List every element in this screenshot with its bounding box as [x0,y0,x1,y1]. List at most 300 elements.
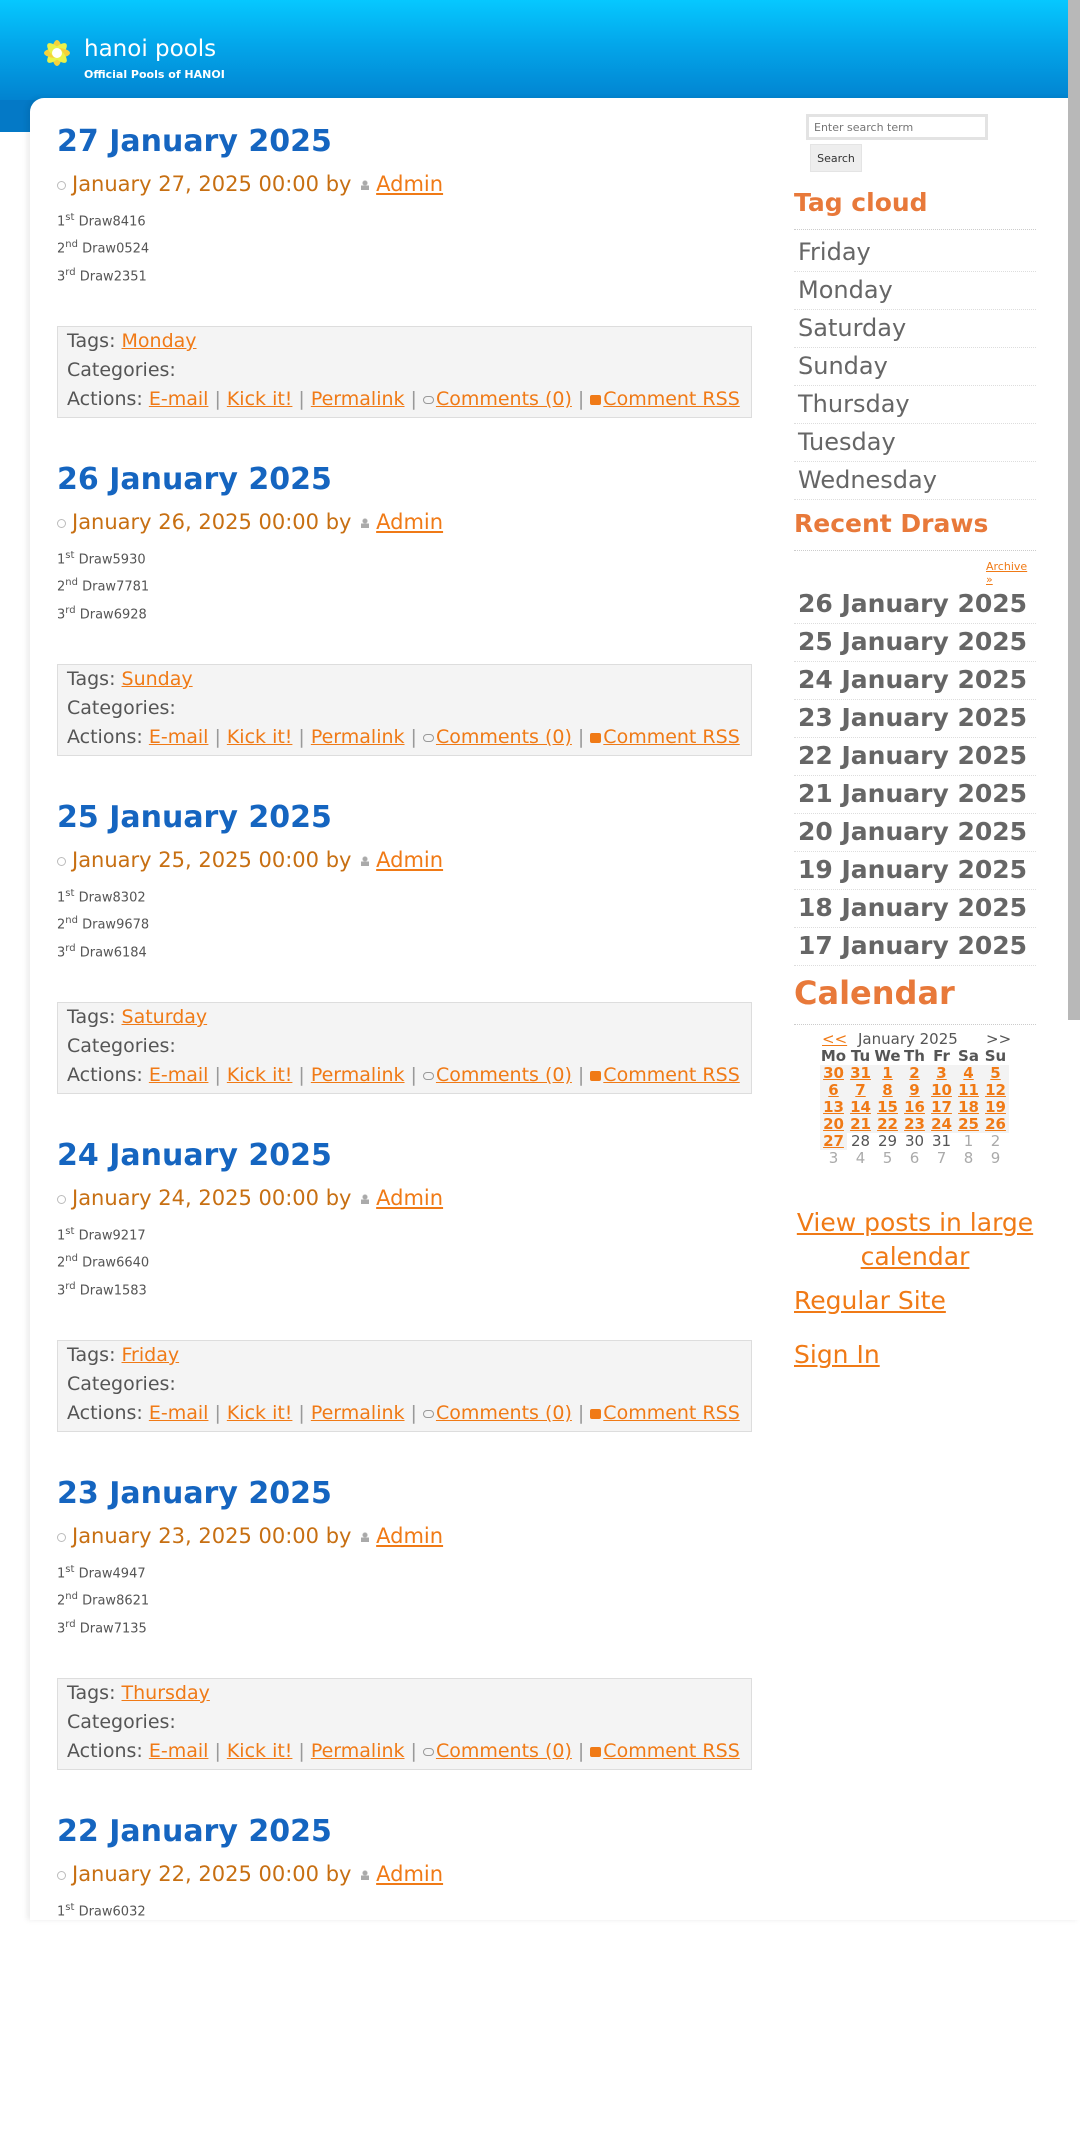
date-bullet-icon [57,1195,66,1204]
calendar-day[interactable]: 15 [874,1099,901,1116]
actions-label: Actions: [67,726,143,748]
recent-draw-item[interactable]: 17 January 2025 [794,928,1036,966]
draw-label: Draw [82,1255,117,1271]
post-footer [57,1002,752,1094]
search-button[interactable]: Search [810,144,862,172]
draw-label: Draw [82,579,117,595]
calendar-day[interactable]: 1 [874,1065,901,1082]
calendar-day: 2 [990,1132,1001,1150]
email-link[interactable]: E-mail [148,1402,209,1424]
permalink-link[interactable]: Permalink [310,1740,405,1762]
comment-rss-link[interactable]: Comment RSS [603,1402,740,1424]
draw-row: 3rd Draw7135 [57,1618,147,1636]
permalink-link[interactable]: Permalink [310,1064,405,1086]
draw-row: 2nd Draw0524 [57,239,150,257]
calendar-day[interactable]: 19 [982,1099,1009,1116]
categories-row [67,1708,751,1737]
comment-rss-link[interactable]: Comment RSS [603,726,740,748]
draw-row: 2nd Draw6640 [57,1253,150,1271]
recent-draw-item[interactable]: 21 January 2025 [794,776,1036,814]
comment-icon [423,1410,434,1418]
search-input[interactable] [806,114,988,140]
draw-label: Draw [82,241,117,257]
regular-site-link[interactable]: Regular Site [794,1286,946,1315]
calendar-day[interactable]: 8 [874,1082,901,1099]
draw-number: 4947 [112,1566,146,1582]
draw-label: Draw [82,917,117,933]
permalink-link[interactable]: Permalink [310,726,405,748]
recent-draw-item[interactable]: 19 January 2025 [794,852,1036,890]
tag-cloud-item[interactable]: Saturday [794,310,1036,348]
separator: | [577,726,585,748]
calendar-weekday: Tu [850,1047,871,1065]
tag-link[interactable]: Friday [121,1344,180,1366]
date-bullet-icon [57,181,66,190]
draw-number: 5930 [112,552,146,568]
separator: | [410,1740,417,1762]
draw-ordinal: nd [65,1253,78,1265]
rss-icon [590,1747,601,1757]
post-date: January 26, 2025 00:00 [72,510,319,534]
calendar-day: 28 [850,1132,871,1150]
rss-icon [590,733,601,743]
post-meta [57,1856,755,1896]
tags-row [67,665,751,694]
post-title[interactable]: 23 January 2025 [57,1476,332,1511]
separator: | [214,1402,221,1424]
draw-number: 6032 [112,1904,146,1920]
tag-cloud-item[interactable]: Tuesday [794,424,1036,462]
post-footer [57,326,752,418]
date-bullet-icon [57,857,66,866]
calendar-widget [820,1030,1014,1167]
calendar-day[interactable]: 7 [847,1082,874,1099]
draw-label: Draw [78,214,113,230]
draw-ordinal: st [65,550,75,561]
calendar-day[interactable]: 31 [847,1065,874,1082]
calendar-day: 29 [877,1132,898,1150]
actions-label: Actions: [67,1402,143,1424]
tags-row [67,1341,751,1370]
draw-label: Draw [79,606,114,622]
calendar-prev-link[interactable]: << [822,1030,848,1048]
draw-results [57,544,755,626]
permalink-link[interactable]: Permalink [310,1402,405,1424]
draw-row: 3rd Draw2351 [57,266,147,284]
archive-link[interactable]: Archive » [986,560,1028,586]
calendar-day: 31 [931,1132,952,1150]
draw-row: 3rd Draw6928 [57,604,147,622]
calendar-weekday: Sa [958,1047,979,1065]
calendar-day[interactable]: 18 [955,1099,982,1116]
date-bullet-icon [57,1871,66,1880]
draw-label: Draw [79,1620,114,1636]
separator: | [214,1740,221,1762]
draw-row: 2nd Draw7781 [57,577,150,595]
post-title[interactable]: 22 January 2025 [57,1814,332,1849]
tag-link[interactable]: Saturday [121,1006,208,1028]
draw-ordinal: nd [65,915,78,927]
tags-label: Tags: [67,330,116,352]
calendar-day[interactable]: 21 [847,1116,874,1133]
comment-rss-link[interactable]: Comment RSS [603,1740,740,1762]
calendar-weekday: Th [904,1047,925,1065]
calendar-day: 7 [936,1149,947,1167]
post-by: by [325,172,352,196]
email-link[interactable]: E-mail [148,1064,209,1086]
kick-it-link[interactable]: Kick it! [226,388,293,410]
post-by: by [325,1862,352,1886]
calendar-day[interactable]: 14 [847,1099,874,1116]
separator: | [298,726,305,748]
post-title[interactable]: 27 January 2025 [57,124,332,159]
comment-rss-link[interactable]: Comment RSS [603,388,740,410]
divider [794,1024,1036,1025]
draw-ordinal: rd [65,266,76,278]
user-icon [361,1194,369,1204]
post-date: January 22, 2025 00:00 [72,1862,319,1886]
separator: | [410,388,417,410]
comment-icon [423,1072,434,1080]
user-icon [361,1532,369,1542]
draw-results [57,1558,755,1640]
draw-label: Draw [78,1904,113,1920]
calendar-day[interactable]: 24 [928,1116,955,1133]
draw-number: 9217 [112,1228,146,1244]
calendar-weekday: Su [984,1047,1007,1065]
post-date: January 25, 2025 00:00 [72,848,319,872]
draw-row: 1st Draw5930 [57,550,146,568]
separator: | [577,1740,585,1762]
actions-label: Actions: [67,1740,143,1762]
draw-number: 8416 [112,214,146,230]
calendar-day: 9 [990,1149,1001,1167]
site-header [0,0,1080,100]
recent-draw-item[interactable]: 18 January 2025 [794,890,1036,928]
draw-number: 7781 [116,579,150,595]
post [57,122,755,460]
comments-link[interactable]: Comments (0) [435,1402,572,1424]
author-link[interactable]: Admin [376,1524,444,1548]
recent-draw-item[interactable]: 22 January 2025 [794,738,1036,776]
calendar-weekday: Fr [933,1047,950,1065]
draw-number: 9678 [116,917,150,933]
user-icon [361,1870,369,1880]
calendar-day[interactable]: 2 [901,1065,928,1082]
calendar-day: 8 [963,1149,974,1167]
recent-draw-item[interactable]: 25 January 2025 [794,624,1036,662]
post-footer [57,1340,752,1432]
kick-it-link[interactable]: Kick it! [226,1402,293,1424]
comment-rss-link[interactable]: Comment RSS [603,1064,740,1086]
draw-label: Draw [79,1282,114,1298]
calendar-next-link[interactable]: >> [986,1030,1012,1048]
categories-row [67,694,751,723]
calendar-day[interactable]: 27 [820,1133,847,1150]
calendar-day[interactable]: 3 [928,1065,955,1082]
comments-link[interactable]: Comments (0) [435,388,572,410]
post-date: January 27, 2025 00:00 [72,172,319,196]
calendar-week-row [820,1082,1009,1099]
draw-number: 7135 [113,1620,147,1636]
rss-icon [590,1409,601,1419]
draw-label: Draw [78,552,113,568]
calendar-week-row [820,1133,1009,1150]
calendar-day[interactable]: 4 [955,1065,982,1082]
draw-results [57,1220,755,1302]
categories-label: Categories: [67,697,176,719]
draw-number: 8302 [112,890,146,906]
calendar-weekday: Mo [820,1047,847,1065]
rss-icon [590,1071,601,1081]
draw-row: 2nd Draw9678 [57,915,150,933]
calendar-day[interactable]: 25 [955,1116,982,1133]
actions-row [67,1399,751,1428]
recent-draw-item[interactable]: 24 January 2025 [794,662,1036,700]
draw-row: 1st Draw8416 [57,212,146,230]
post-title[interactable]: 26 January 2025 [57,462,332,497]
calendar-week-row [820,1065,1009,1082]
post-meta [57,504,755,544]
post [57,798,755,1136]
draw-ordinal: st [65,212,75,223]
comments-link[interactable]: Comments (0) [435,1064,572,1086]
draw-number: 6928 [113,606,147,622]
scrollbar[interactable] [1068,0,1080,1020]
draw-ordinal: nd [65,1591,78,1603]
post-date: January 23, 2025 00:00 [72,1524,319,1548]
draw-label: Draw [79,268,114,284]
post [57,1474,755,1812]
comment-icon [423,1748,434,1756]
calendar-day[interactable]: 17 [928,1099,955,1116]
draw-number: 2351 [113,268,147,284]
calendar-day[interactable]: 20 [820,1116,847,1133]
calendar-day[interactable]: 13 [820,1099,847,1116]
post-meta [57,842,755,882]
draw-ordinal: st [65,1902,75,1913]
recent-draws-heading: Recent Draws [794,509,989,538]
comments-link[interactable]: Comments (0) [435,1740,572,1762]
divider [794,550,1036,551]
draw-ordinal: st [65,1564,75,1575]
calendar-week-row [820,1150,1009,1167]
site-title[interactable]: hanoi pools [84,36,217,62]
email-link[interactable]: E-mail [148,388,209,410]
calendar-day: 4 [855,1149,866,1167]
user-icon [361,856,369,866]
calendar-day[interactable]: 23 [901,1116,928,1133]
separator: | [214,1064,221,1086]
actions-label: Actions: [67,388,143,410]
calendar-day[interactable]: 6 [820,1082,847,1099]
tag-cloud-item[interactable]: Friday [794,234,1036,272]
tag-cloud-item[interactable]: Wednesday [794,462,1036,500]
post-title[interactable]: 25 January 2025 [57,800,332,835]
calendar-day[interactable]: 12 [982,1082,1009,1099]
sign-in-link[interactable]: Sign In [794,1340,880,1369]
tags-label: Tags: [67,1344,116,1366]
calendar-weekday-row [820,1048,1009,1065]
comments-link[interactable]: Comments (0) [435,726,572,748]
categories-label: Categories: [67,1035,176,1057]
draw-row: 1st Draw9217 [57,1226,146,1244]
calendar-day[interactable]: 10 [928,1082,955,1099]
tags-label: Tags: [67,1682,116,1704]
calendar-day: 3 [828,1149,839,1167]
recent-draw-item[interactable]: 20 January 2025 [794,814,1036,852]
post-list [57,122,755,2150]
post-by: by [325,1524,352,1548]
draw-ordinal: st [65,1226,75,1237]
calendar-day: 6 [909,1149,920,1167]
post [57,460,755,798]
calendar-day[interactable]: 11 [955,1082,982,1099]
author-link[interactable]: Admin [376,510,444,534]
separator: | [214,726,221,748]
draw-label: Draw [79,944,114,960]
calendar-grid [820,1048,1009,1167]
draw-row: 3rd Draw1583 [57,1280,147,1298]
draw-results [57,1896,755,1923]
draw-number: 1583 [113,1282,147,1298]
author-link[interactable]: Admin [376,1186,444,1210]
separator: | [298,1402,305,1424]
draw-number: 6184 [113,944,147,960]
large-calendar-link[interactable]: View posts in large calendar [796,1208,1034,1271]
draw-label: Draw [78,1228,113,1244]
email-link[interactable]: E-mail [148,1740,209,1762]
author-link[interactable]: Admin [376,172,444,196]
categories-row [67,1370,751,1399]
actions-row [67,385,751,414]
divider [794,229,1036,230]
draw-label: Draw [82,1593,117,1609]
categories-label: Categories: [67,359,176,381]
calendar-day: 5 [882,1149,893,1167]
calendar-day[interactable]: 22 [874,1116,901,1133]
draw-label: Draw [78,890,113,906]
post-by: by [325,1186,352,1210]
draw-row: 1st Draw8302 [57,888,146,906]
draw-ordinal: rd [65,1280,76,1292]
tag-link[interactable]: Monday [121,330,197,352]
draw-ordinal: nd [65,577,78,589]
recent-draw-item[interactable]: 23 January 2025 [794,700,1036,738]
post [57,1812,755,2150]
post-by: by [325,848,352,872]
categories-row [67,356,751,385]
post-meta [57,1180,755,1220]
kick-it-link[interactable]: Kick it! [226,1064,293,1086]
tag-cloud-item[interactable]: Monday [794,272,1036,310]
calendar-day[interactable]: 26 [982,1116,1009,1133]
categories-label: Categories: [67,1711,176,1733]
separator: | [410,726,417,748]
comment-icon [423,396,434,404]
kick-it-link[interactable]: Kick it! [226,726,293,748]
tag-cloud-heading: Tag cloud [794,188,928,217]
calendar-day[interactable]: 30 [820,1065,847,1082]
recent-draws-list [794,586,1036,966]
separator: | [577,1402,585,1424]
author-link[interactable]: Admin [376,1862,444,1886]
actions-row [67,1737,751,1766]
draw-number: 8621 [116,1593,150,1609]
date-bullet-icon [57,519,66,528]
separator: | [577,388,585,410]
calendar-month: January 2025 [858,1030,958,1048]
separator: | [298,388,305,410]
draw-row: 2nd Draw8621 [57,1591,150,1609]
logo-flower-icon [40,36,74,70]
actions-label: Actions: [67,1064,143,1086]
draw-row: 1st Draw6032 [57,1902,146,1920]
post-meta [57,166,755,206]
calendar-heading: Calendar [794,974,955,1012]
draw-results [57,206,755,288]
author-link[interactable]: Admin [376,848,444,872]
permalink-link[interactable]: Permalink [310,388,405,410]
date-bullet-icon [57,1533,66,1542]
calendar-day[interactable]: 9 [901,1082,928,1099]
post-footer [57,664,752,756]
tags-label: Tags: [67,668,116,690]
post-by: by [325,510,352,534]
post-date: January 24, 2025 00:00 [72,1186,319,1210]
post-footer [57,1678,752,1770]
comment-icon [423,734,434,742]
tag-link[interactable]: Thursday [121,1682,210,1704]
tags-row [67,1679,751,1708]
tag-cloud-item[interactable]: Thursday [794,386,1036,424]
calendar-day[interactable]: 16 [901,1099,928,1116]
calendar-day: 30 [904,1132,925,1150]
draw-number: 0524 [116,241,150,257]
draw-ordinal: nd [65,239,78,251]
user-icon [361,180,369,190]
calendar-day: 1 [963,1132,974,1150]
separator: | [298,1740,305,1762]
site-subtitle: Official Pools of HANOI [84,68,225,81]
calendar-day[interactable]: 5 [982,1065,1009,1082]
draw-ordinal: rd [65,942,76,954]
post [57,1136,755,1474]
draw-row: 3rd Draw6184 [57,942,147,960]
calendar-week-row [820,1099,1009,1116]
tag-cloud-list [794,234,1036,500]
separator: | [410,1402,417,1424]
kick-it-link[interactable]: Kick it! [226,1740,293,1762]
tags-row [67,327,751,356]
user-icon [361,518,369,528]
draw-row: 1st Draw4947 [57,1564,146,1582]
actions-row [67,1061,751,1090]
tags-row [67,1003,751,1032]
draw-results [57,882,755,964]
tags-label: Tags: [67,1006,116,1028]
tag-cloud-item[interactable]: Sunday [794,348,1036,386]
tag-link[interactable]: Sunday [121,668,193,690]
post-title[interactable]: 24 January 2025 [57,1138,332,1173]
email-link[interactable]: E-mail [148,726,209,748]
categories-label: Categories: [67,1373,176,1395]
post-meta [57,1518,755,1558]
separator: | [214,388,221,410]
recent-draw-item[interactable]: 26 January 2025 [794,586,1036,624]
separator: | [298,1064,305,1086]
calendar-weekday: We [874,1047,901,1065]
